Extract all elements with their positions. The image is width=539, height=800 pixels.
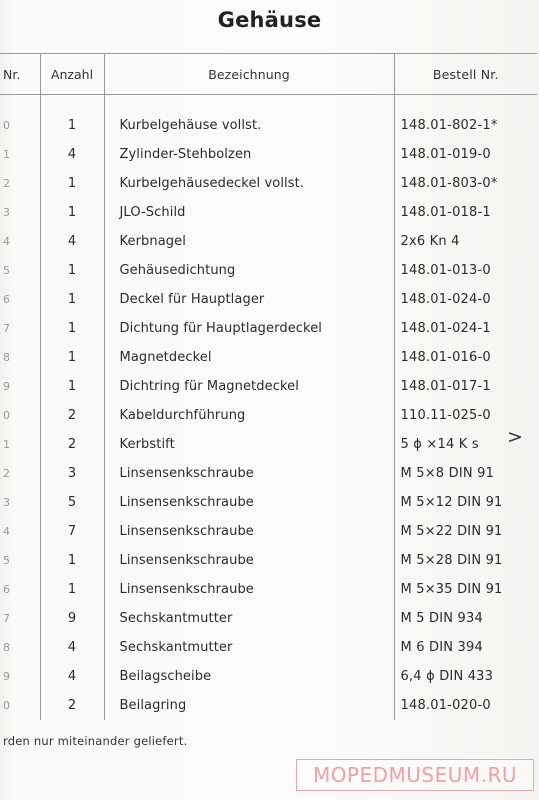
table-row <box>0 517 537 546</box>
table-row <box>0 488 537 517</box>
cell-anzahl: 1 <box>40 314 104 343</box>
watermark: MOPEDMUSEUM.RU <box>296 759 534 791</box>
table-row <box>0 285 537 314</box>
cell-bestell-nr: 2x6 Kn 4 <box>394 227 537 256</box>
cell-bestell-nr: M 5×22 DIN 91 <box>394 517 537 546</box>
cell-anzahl: 3 <box>40 459 104 488</box>
cell-nr: 2 <box>3 177 10 190</box>
cell-bestell-nr: 148.01-802-1* <box>394 95 537 141</box>
table-row <box>0 169 537 198</box>
cell-bezeichnung: Linsensenkschraube <box>104 575 394 604</box>
cell-nr: 8 <box>3 351 10 364</box>
page-title: Gehäuse <box>217 8 322 32</box>
cell-anzahl: 1 <box>40 285 104 314</box>
table-row <box>0 314 537 343</box>
cell-bezeichnung: Sechskantmutter <box>104 633 394 662</box>
cell-bestell-nr: 148.01-024-0 <box>394 285 537 314</box>
cell-bestell-nr: 148.01-016-0 <box>394 343 537 372</box>
cell-anzahl: 1 <box>40 546 104 575</box>
header-anzahl: Anzahl <box>40 54 104 95</box>
cell-bezeichnung: Magnetdeckel <box>104 343 394 372</box>
cell-anzahl: 2 <box>40 691 104 720</box>
cell-anzahl: 1 <box>40 95 104 141</box>
cell-nr: 9 <box>3 670 10 683</box>
table-row <box>0 198 537 227</box>
footnote: rden nur miteinander geliefert. <box>3 734 188 748</box>
cell-nr: 0 <box>3 699 10 712</box>
cell-bezeichnung: Zylinder-Stehbolzen <box>104 140 394 169</box>
table-row <box>0 372 537 401</box>
cell-nr: 7 <box>3 612 10 625</box>
cell-bestell-nr: M 5×8 DIN 91 <box>394 459 537 488</box>
cell-bezeichnung: Kabeldurchführung <box>104 401 394 430</box>
table-row <box>0 662 537 691</box>
table-row <box>0 227 537 256</box>
header-bestell-nr: Bestell Nr. <box>394 54 537 95</box>
cell-bestell-nr: 6,4 ϕ DIN 433 <box>394 662 537 691</box>
table-row <box>0 256 537 285</box>
cell-anzahl: 4 <box>40 662 104 691</box>
cell-nr: 4 <box>3 525 10 538</box>
table-row <box>0 459 537 488</box>
table-row <box>0 401 537 430</box>
table-row <box>0 140 537 169</box>
cell-bezeichnung: Dichtring für Magnetdeckel <box>104 372 394 401</box>
table-row <box>0 95 537 141</box>
table-row <box>0 343 537 372</box>
cell-nr: 5 <box>3 264 10 277</box>
cell-bestell-nr: 148.01-018-1 <box>394 198 537 227</box>
parts-table <box>0 53 537 720</box>
cell-bestell-nr: 148.01-017-1 <box>394 372 537 401</box>
cell-bezeichnung: Kurbelgehäuse vollst. <box>104 95 394 141</box>
cell-anzahl: 4 <box>40 227 104 256</box>
cell-bezeichnung: Sechskantmutter <box>104 604 394 633</box>
cell-anzahl: 1 <box>40 169 104 198</box>
cell-anzahl: 2 <box>40 430 104 459</box>
cell-bezeichnung: JLO-Schild <box>104 198 394 227</box>
cell-nr: 2 <box>3 467 10 480</box>
cell-bestell-nr: M 5 DIN 934 <box>394 604 537 633</box>
cell-bezeichnung: Kerbnagel <box>104 227 394 256</box>
cell-anzahl: 1 <box>40 575 104 604</box>
cell-bezeichnung: Gehäusedichtung <box>104 256 394 285</box>
cell-bezeichnung: Beilagscheibe <box>104 662 394 691</box>
cell-bestell-nr: M 5×28 DIN 91 <box>394 546 537 575</box>
table-row <box>0 633 537 662</box>
cell-bezeichnung: Linsensenkschraube <box>104 459 394 488</box>
cell-bezeichnung: Kerbstift <box>104 430 394 459</box>
cell-nr: 6 <box>3 583 10 596</box>
cell-nr: 0 <box>3 119 10 132</box>
cell-bezeichnung: Kurbelgehäusedeckel vollst. <box>104 169 394 198</box>
cell-bezeichnung: Linsensenkschraube <box>104 517 394 546</box>
cell-anzahl: 1 <box>40 198 104 227</box>
cell-bezeichnung: Dichtung für Hauptlagerdeckel <box>104 314 394 343</box>
table-header-row <box>0 54 537 95</box>
cell-anzahl: 9 <box>40 604 104 633</box>
cell-bestell-nr: 148.01-019-0 <box>394 140 537 169</box>
cell-bezeichnung: Beilagring <box>104 691 394 720</box>
table-row <box>0 691 537 720</box>
cell-anzahl: 2 <box>40 401 104 430</box>
table-row <box>0 546 537 575</box>
cell-nr: 7 <box>3 322 10 335</box>
cell-bestell-nr: 148.01-024-1 <box>394 314 537 343</box>
edge-arrow-mark: > <box>507 426 523 448</box>
cell-nr: 6 <box>3 293 10 306</box>
cell-bestell-nr: 110.11-025-0 <box>394 401 537 430</box>
cell-bezeichnung: Deckel für Hauptlager <box>104 285 394 314</box>
cell-nr: 9 <box>3 380 10 393</box>
cell-anzahl: 4 <box>40 633 104 662</box>
cell-nr: 1 <box>3 438 10 451</box>
cell-nr: 4 <box>3 235 10 248</box>
cell-bestell-nr: 148.01-020-0 <box>394 691 537 720</box>
cell-bestell-nr: M 5×35 DIN 91 <box>394 575 537 604</box>
table-row <box>0 604 537 633</box>
cell-nr: 8 <box>3 641 10 654</box>
cell-nr: 5 <box>3 554 10 567</box>
cell-nr: 3 <box>3 496 10 509</box>
cell-bestell-nr: 148.01-013-0 <box>394 256 537 285</box>
cell-bestell-nr: M 5×12 DIN 91 <box>394 488 537 517</box>
cell-bestell-nr: 5 ϕ ×14 K s <box>394 430 537 459</box>
cell-bezeichnung: Linsensenkschraube <box>104 488 394 517</box>
cell-bezeichnung: Linsensenkschraube <box>104 546 394 575</box>
table-row <box>0 430 537 459</box>
cell-anzahl: 1 <box>40 256 104 285</box>
cell-anzahl: 1 <box>40 372 104 401</box>
header-nr: Nr. <box>0 54 40 95</box>
cell-bestell-nr: M 6 DIN 394 <box>394 633 537 662</box>
cell-bestell-nr: 148.01-803-0* <box>394 169 537 198</box>
header-bezeichnung: Bezeichnung <box>104 54 394 95</box>
cell-nr: 3 <box>3 206 10 219</box>
cell-anzahl: 5 <box>40 488 104 517</box>
cell-anzahl: 4 <box>40 140 104 169</box>
cell-anzahl: 1 <box>40 343 104 372</box>
cell-nr: 0 <box>3 409 10 422</box>
cell-nr: 1 <box>3 148 10 161</box>
table-row <box>0 575 537 604</box>
cell-anzahl: 7 <box>40 517 104 546</box>
